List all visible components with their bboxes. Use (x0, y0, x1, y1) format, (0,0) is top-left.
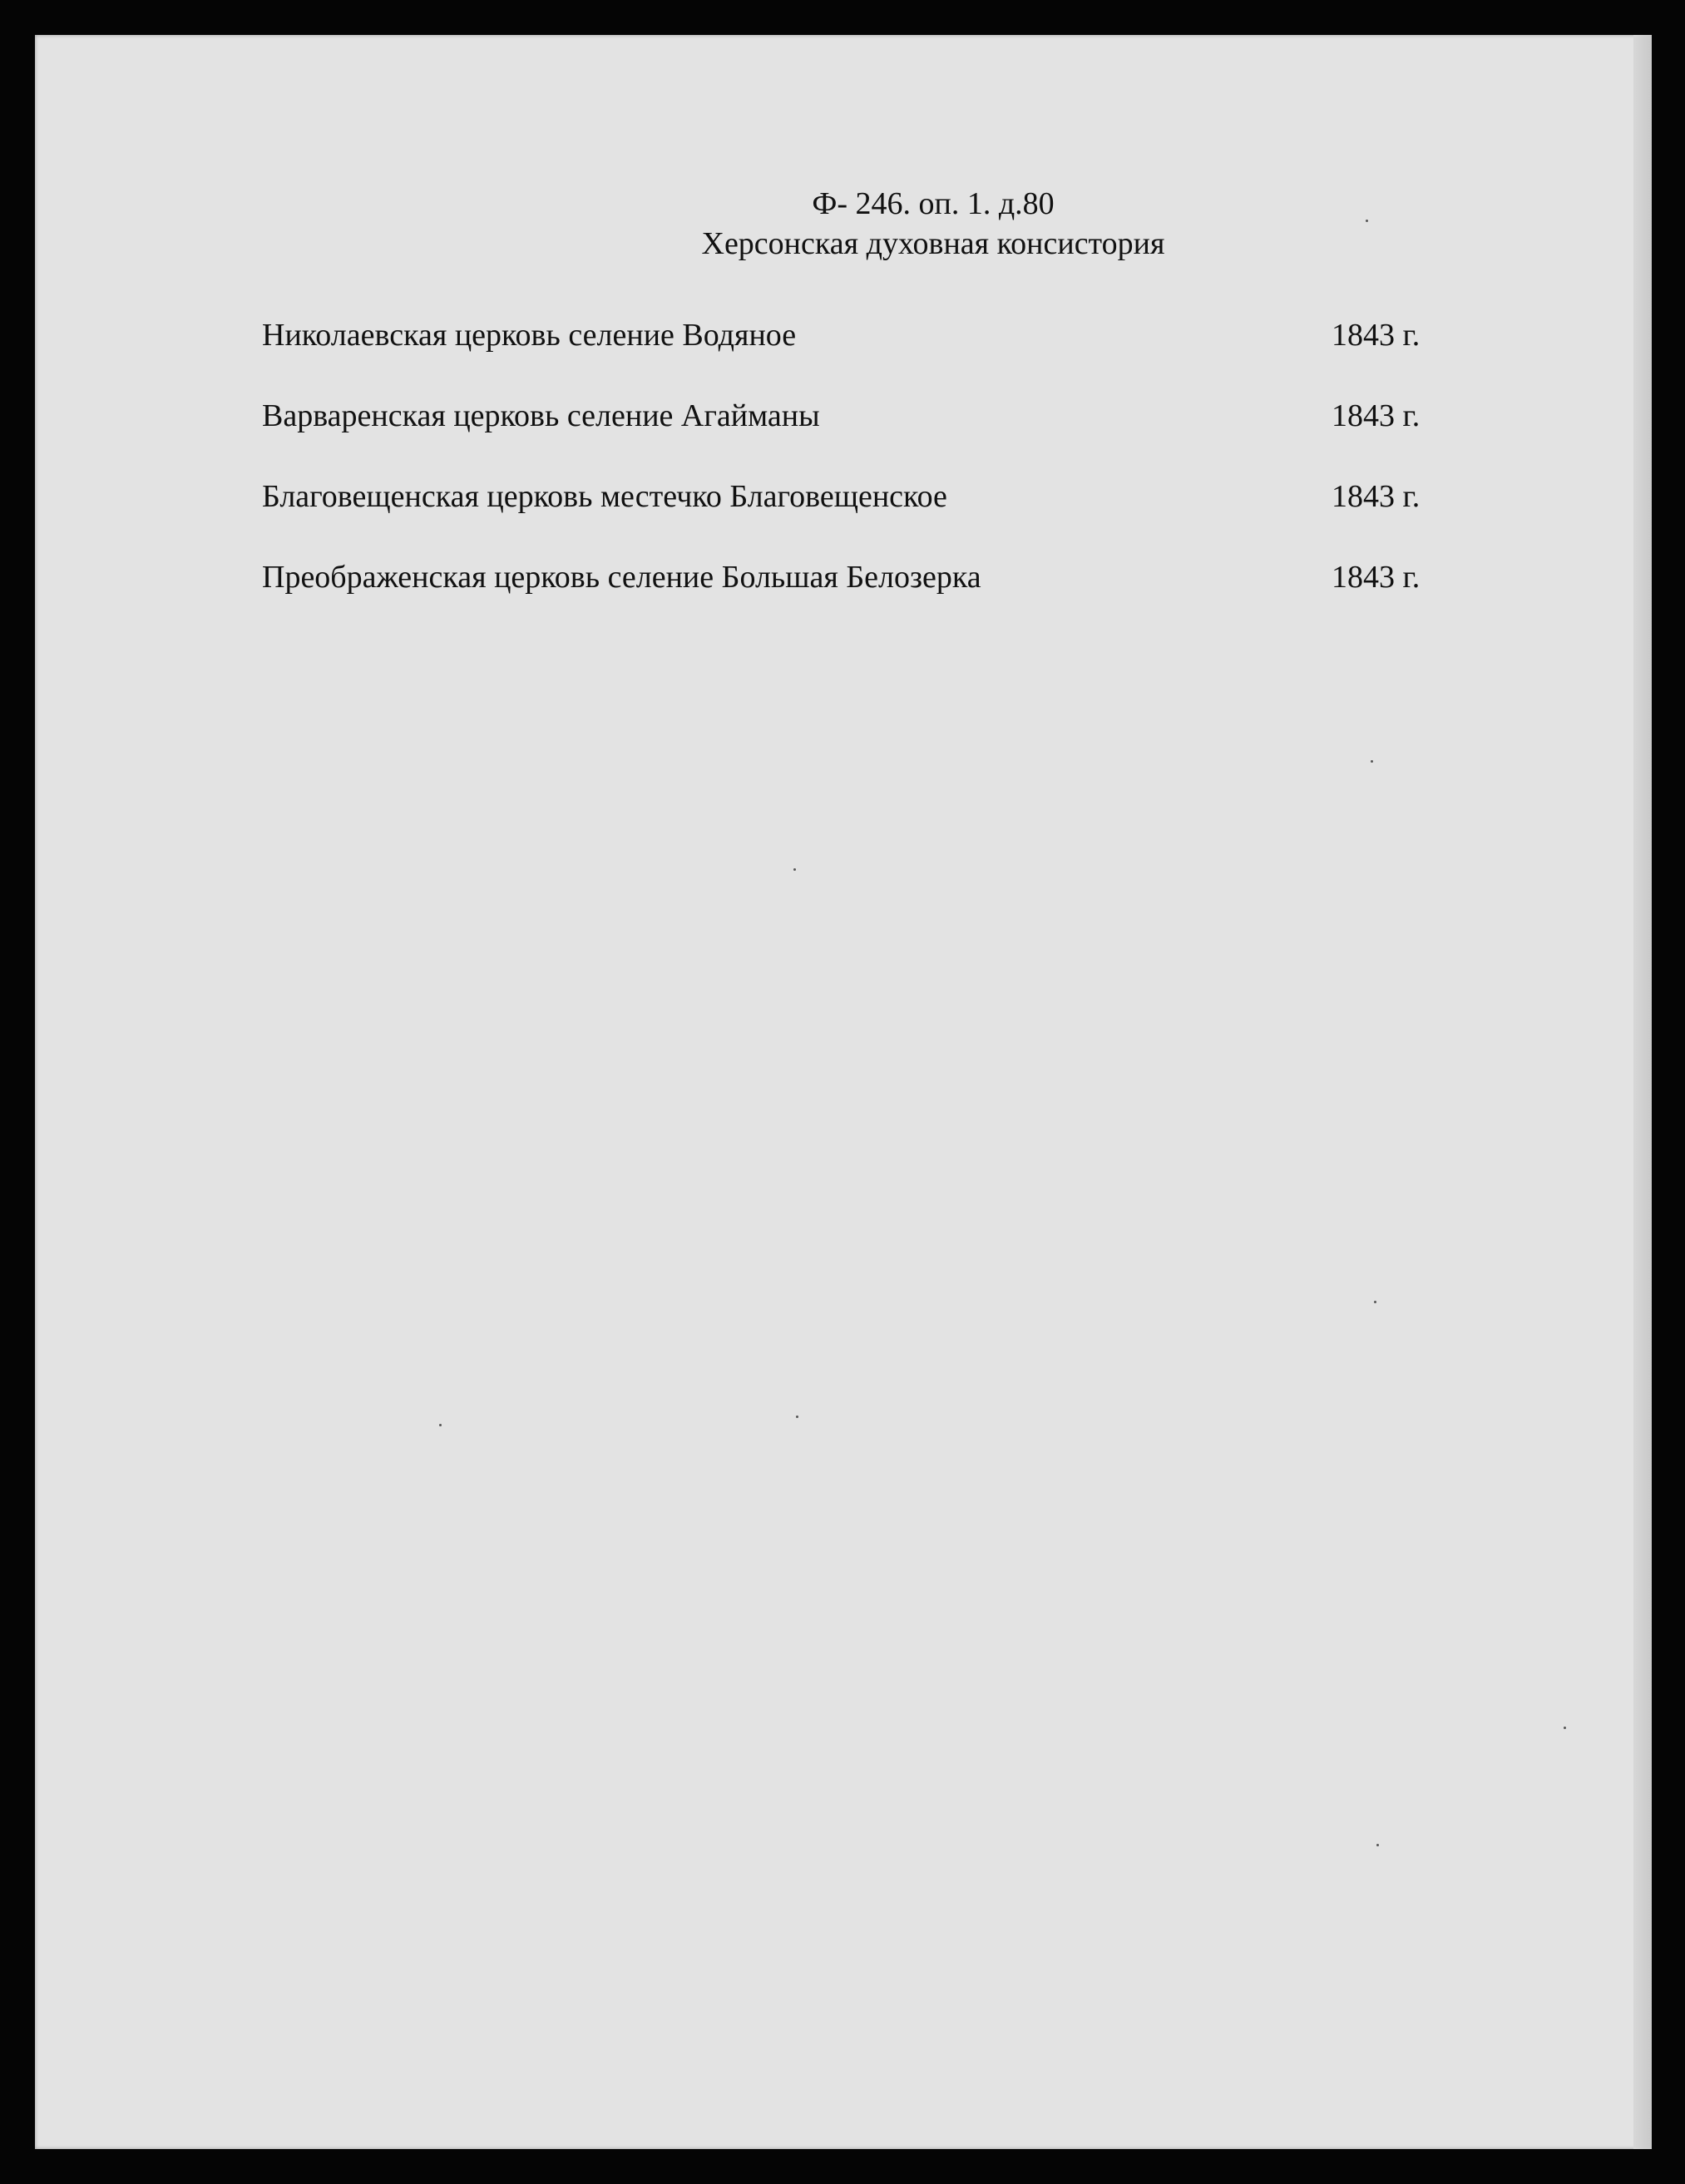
archive-reference: Ф- 246. оп. 1. д.80 (812, 186, 1055, 221)
scan-speck (793, 868, 796, 871)
institution-title: Херсонская духовная консистория (701, 226, 1165, 261)
scan-speck (1374, 1301, 1376, 1303)
entries-list (262, 314, 1443, 637)
list-item (262, 395, 1443, 476)
document-sheet (35, 35, 1652, 2149)
entry-year: 1843 г. (1332, 398, 1421, 433)
scan-speck (1366, 220, 1368, 222)
scan-speck (1371, 760, 1373, 763)
list-item (262, 476, 1443, 556)
entry-year: 1843 г. (1332, 479, 1421, 514)
entry-title: Благовещенская церковь местечко Благовещенское (262, 479, 947, 514)
entry-title: Преображенская церковь селение Большая Белозерка (262, 560, 981, 595)
sheet-edge (1633, 35, 1652, 2149)
entry-year: 1843 г. (1332, 560, 1421, 595)
entry-title: Николаевская церковь селение Водяное (262, 318, 797, 353)
entry-title: Варваренская церковь селение Агайманы (262, 398, 820, 433)
entry-year: 1843 г. (1332, 318, 1421, 353)
scan-speck (439, 1424, 442, 1426)
scan-speck (1564, 1727, 1566, 1729)
scan-speck (1376, 1844, 1379, 1846)
scan-speck (796, 1416, 798, 1418)
list-item (262, 556, 1443, 637)
list-item (262, 314, 1443, 395)
